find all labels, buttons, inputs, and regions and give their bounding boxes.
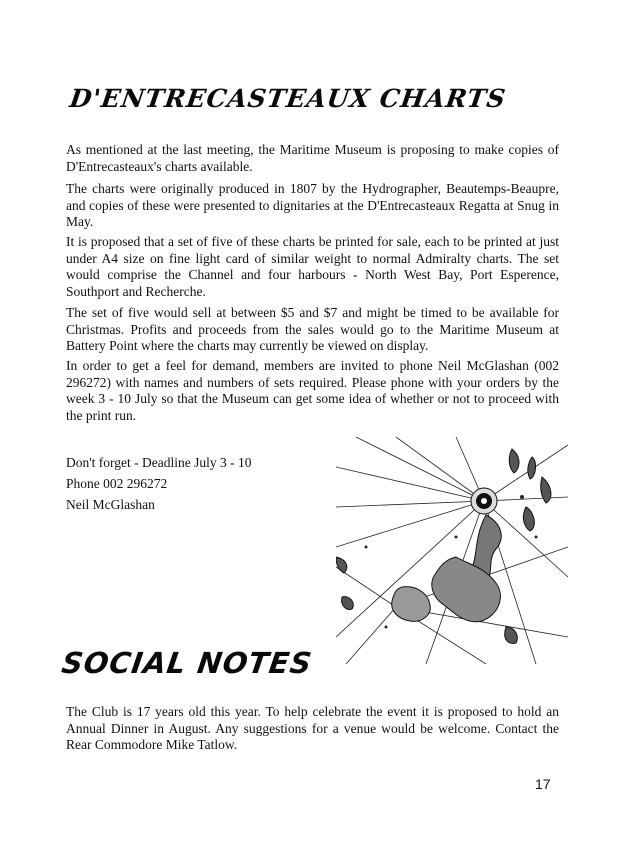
article-title: D'ENTRECASTEAUX CHARTS <box>67 84 508 113</box>
deadline-text: Don't forget - Deadline July 3 - 10 <box>66 455 252 470</box>
article-paragraph-3: It is proposed that a set of five of these charts be printed for sale, each to be printed at just under A4 size on fine light card of similar weight to normal Admiralty charts. The set would comprise the Channel and four harbours - North West Bay, Port Esperence, Southport and Recherche. <box>66 234 559 299</box>
social-paragraph: The Club is 17 years old this year. To help celebrate the event it is proposed to hold an Annual Dinner in August. Any suggestions for a venue would be welcome. Contact the Rear Commodore Mike Tatlow. <box>66 704 559 752</box>
article-paragraph-4: The set of five would sell at between $5 and $7 and might be timed to be available for Christmas. Profits and proceeds from the sales would go to the Maritime Museum at Battery Point where the charts may currently be viewed on display. <box>66 305 559 353</box>
article-paragraph-1: As mentioned at the last meeting, the Maritime Museum is proposing to make copies of D'Entrecasteaux's charts available. <box>66 142 559 174</box>
contact-block <box>66 452 336 515</box>
compass-rose-icon <box>471 488 497 514</box>
contact-name: Neil McGlashan <box>66 497 155 512</box>
article-paragraph-5: In order to get a feel for demand, members are invited to phone Neil McGlashan (002 296272) with names and numbers of sets required. Please phone with your orders by the week 3 - 10 July so that the Museum can get some idea of whether or not to proceed with the print run. <box>66 358 559 423</box>
chart-illustration <box>336 437 568 664</box>
phone-text: Phone 002 296272 <box>66 476 168 491</box>
social-notes-title: SOCIAL NOTES <box>59 646 315 680</box>
article-paragraph-2: The charts were originally produced in 1807 by the Hydrographer, Beautemps-Beaupre, and copies of these were presented to dignitaries at the D'Entrecasteaux Regatta at Snug in May. <box>66 181 559 229</box>
page-number: 17 <box>535 776 551 792</box>
